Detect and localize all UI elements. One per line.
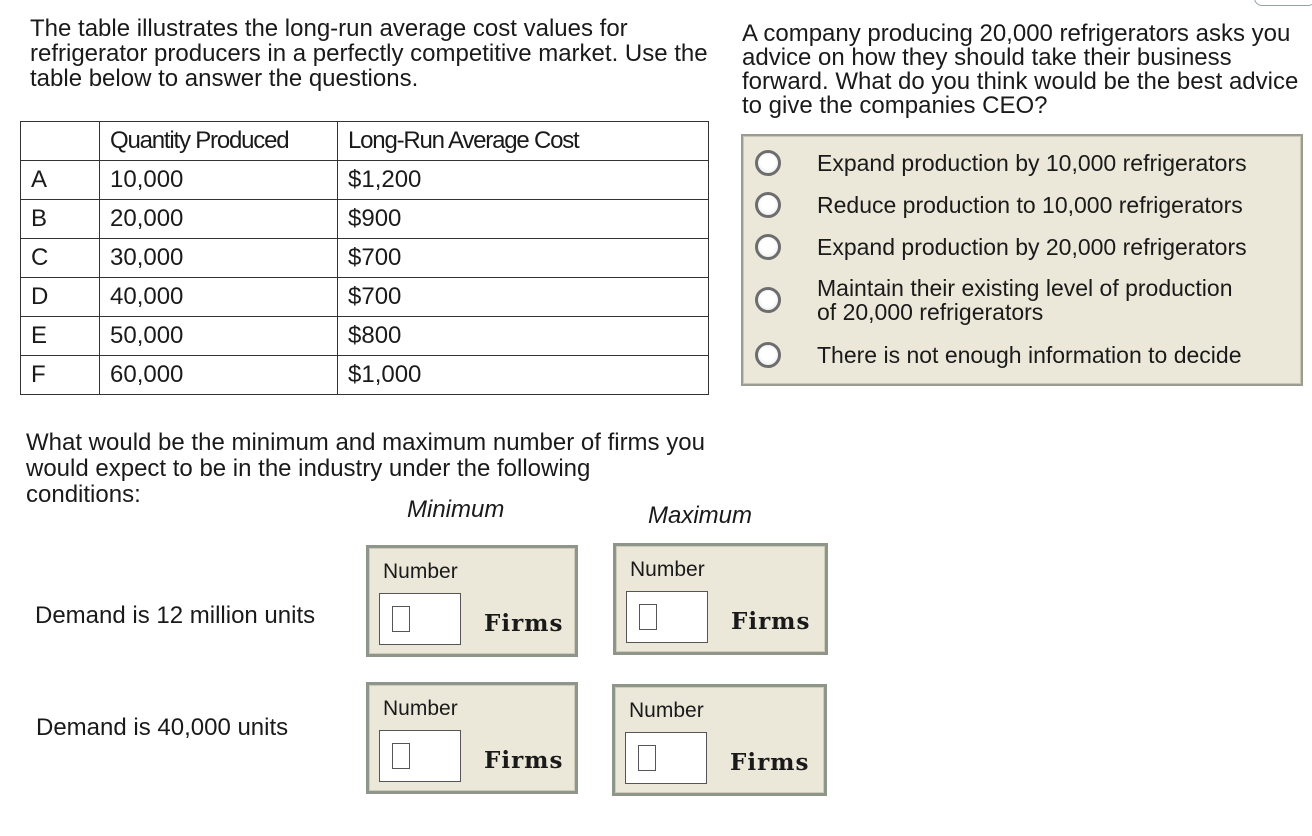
row-cost: $700 (338, 278, 709, 317)
row-label-demand-12-million: Demand is 12 million units (35, 602, 316, 629)
row-label-demand-40000: Demand is 40,000 units (36, 714, 289, 741)
lrac-table (20, 121, 709, 395)
row-letter: F (21, 356, 100, 395)
row-quantity: 40,000 (100, 278, 338, 317)
min-firms-input[interactable] (379, 730, 461, 782)
option-expand-20000[interactable] (755, 234, 1247, 260)
number-label: Number (630, 558, 705, 581)
row-quantity: 20,000 (100, 200, 338, 239)
row-cost: $1,200 (338, 161, 709, 200)
radio-button[interactable] (755, 287, 781, 313)
option-maintain[interactable] (755, 276, 1255, 324)
answer-box-min-12-million (366, 545, 578, 657)
option-reduce-10000[interactable] (755, 192, 1243, 218)
radio-button[interactable] (755, 234, 781, 260)
ceo-options-panel (741, 134, 1303, 386)
row-cost: $700 (338, 239, 709, 278)
row-quantity: 30,000 (100, 239, 338, 278)
input-cursor-box (639, 604, 657, 630)
row-quantity: 50,000 (100, 317, 338, 356)
radio-button[interactable] (755, 192, 781, 218)
radio-button[interactable] (755, 342, 781, 368)
input-cursor-box (392, 606, 410, 632)
option-label: Expand production by 10,000 refrigerators (817, 150, 1247, 176)
row-cost: $900 (338, 200, 709, 239)
number-label: Number (629, 699, 704, 722)
row-quantity: 10,000 (100, 161, 338, 200)
row-letter: A (21, 161, 100, 200)
table-row (21, 278, 709, 317)
intro-text: The table illustrates the long-run average cost values for refrigerator producers in a perfectly competitive market. Use the table below to answer the questions. (30, 15, 708, 92)
row-letter: C (21, 239, 100, 278)
table-row (21, 356, 709, 395)
table-row (21, 317, 709, 356)
firms-question-text: What would be the minimum and maximum number of firms you would expect to be in the industry under the following conditions: (26, 429, 705, 508)
row-letter: B (21, 200, 100, 239)
table-header-blank (21, 122, 100, 161)
row-cost: $1,000 (338, 356, 709, 395)
row-letter: D (21, 278, 100, 317)
min-firms-input[interactable] (379, 593, 461, 645)
answer-box-min-40000 (366, 682, 578, 794)
number-label: Number (383, 697, 458, 720)
maximum-column-heading: Maximum (648, 502, 753, 529)
table-row (21, 239, 709, 278)
row-letter: E (21, 317, 100, 356)
corner-tab (1254, 0, 1312, 6)
row-quantity: 60,000 (100, 356, 338, 395)
answer-box-max-40000 (612, 684, 827, 796)
table-header-cost: Long-Run Average Cost (338, 122, 709, 161)
option-label: Reduce production to 10,000 refrigerators (817, 192, 1243, 218)
number-label: Number (383, 560, 458, 583)
radio-button[interactable] (755, 150, 781, 176)
input-cursor-box (638, 745, 656, 771)
firms-unit: Firms (730, 749, 810, 776)
input-cursor-box (392, 743, 410, 769)
option-not-enough-info[interactable] (755, 342, 1242, 368)
ceo-question-text: A company producing 20,000 refrigerators asks you advice on how they should take their business forward. What do you think would be the best advice to give the companies CEO? (742, 20, 1299, 119)
option-expand-10000[interactable] (755, 150, 1247, 176)
row-cost: $800 (338, 317, 709, 356)
table-row (21, 200, 709, 239)
firms-unit: Firms (484, 610, 564, 637)
firms-unit: Firms (731, 608, 811, 635)
minimum-column-heading: Minimum (407, 496, 505, 523)
option-label: There is not enough information to decide (817, 342, 1242, 368)
table-header-quantity: Quantity Produced (100, 122, 338, 161)
firms-unit: Firms (484, 747, 564, 774)
table-header-row (21, 122, 709, 161)
max-firms-input[interactable] (625, 732, 707, 784)
max-firms-input[interactable] (626, 591, 708, 643)
option-label: Expand production by 20,000 refrigerators (817, 234, 1247, 260)
option-label: Maintain their existing level of production of 20,000 refrigerators (817, 275, 1233, 325)
table-row (21, 161, 709, 200)
answer-box-max-12-million (613, 543, 828, 655)
